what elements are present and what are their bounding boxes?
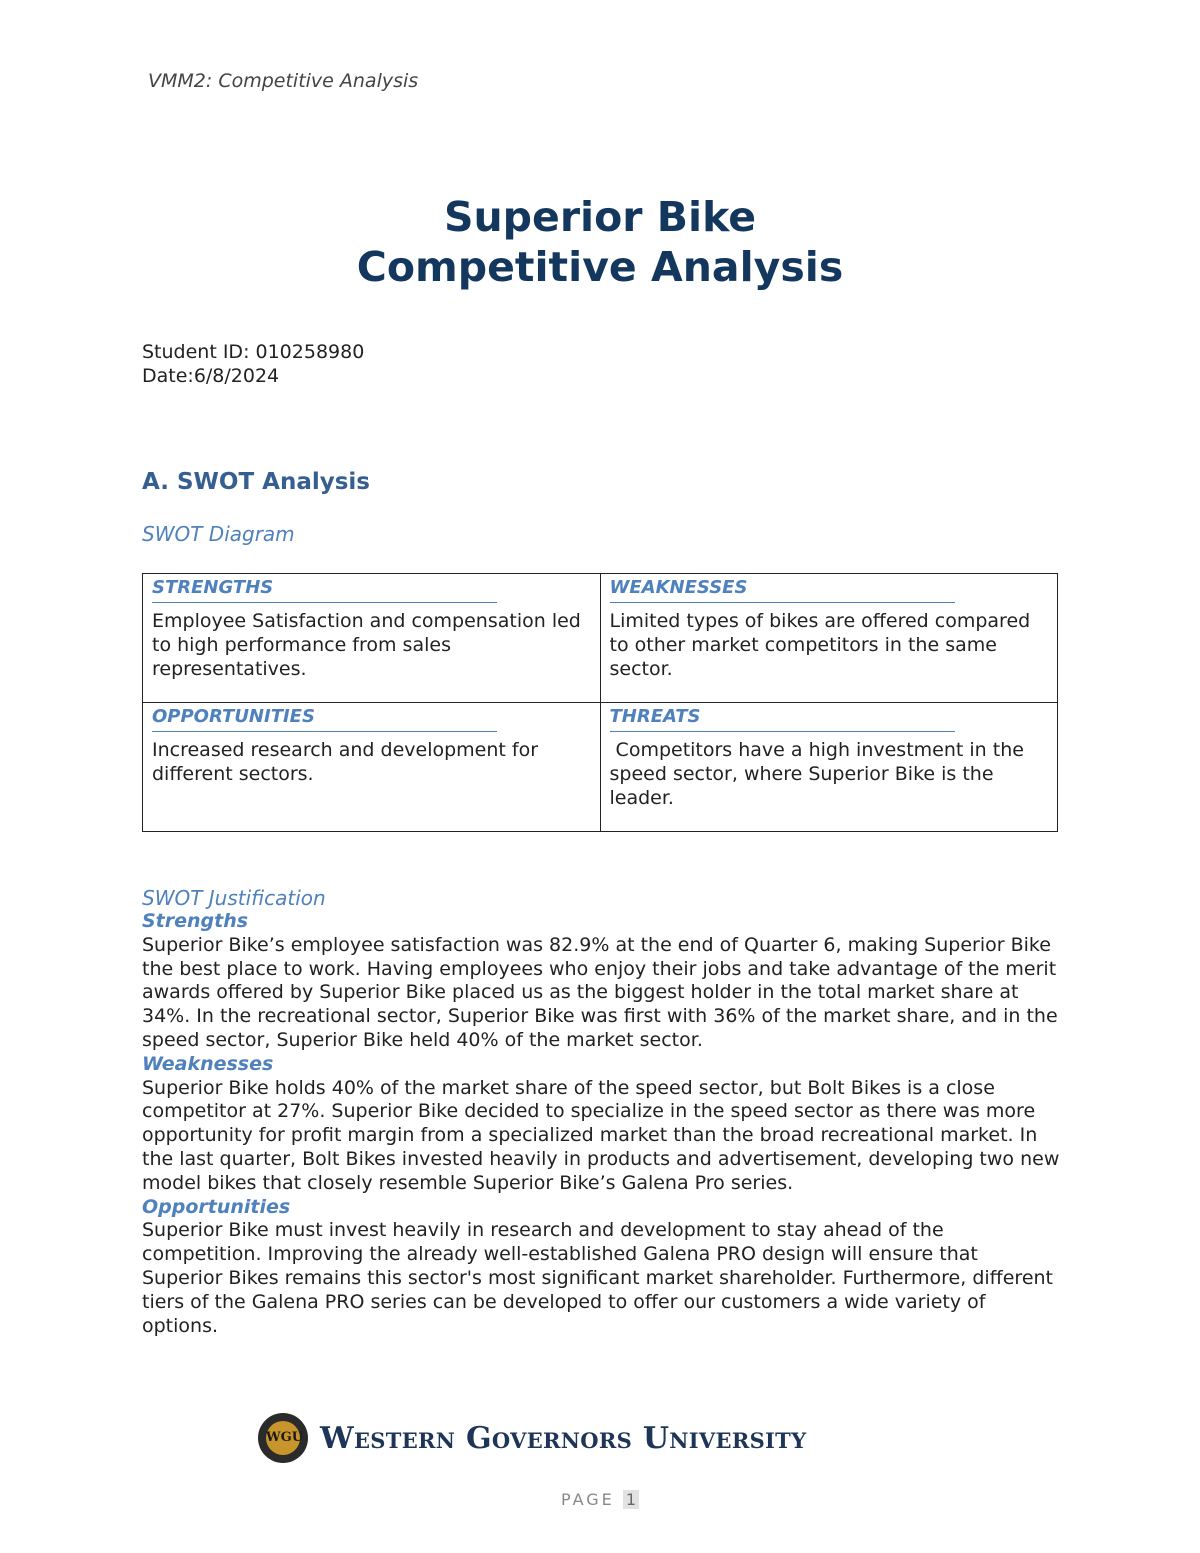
swot-threats-cell xyxy=(600,703,1058,832)
swot-opportunities-cell xyxy=(143,703,601,832)
justification-weaknesses-text: Superior Bike holds 40% of the market share of the speed sector, but Bolt Bikes is a close competitor at 27%. Superior Bike decided to specialize in the speed sector as there was more opportunity for profit margin from a specialized market than the broad recreational market. In the last quarter, Bolt Bikes invested heavily in products and advertisement, developing two new model bikes that closely resemble Superior Bike’s Galena Pro series. xyxy=(142,1076,1060,1194)
justification-weaknesses-label: Weaknesses xyxy=(142,1052,274,1075)
wgu-wordmark: Western Governors University xyxy=(320,1420,807,1456)
justification-strengths-label: Strengths xyxy=(142,910,249,932)
swot-threats-title: THREATS xyxy=(610,705,955,732)
justification-strengths-text: Superior Bike’s employee satisfaction was 82.9% at the end of Quarter 6, making Superior Bike the best place to work. Having employees who enjoy their jobs and take advantage of the merit awards offered by Superior Bike placed us as the biggest holder in the total market share at 34%. In the recreational sector, Superior Bike was first with 36% of the market share, and in the speed sector, Superior Bike held 40% of the market sector. xyxy=(142,933,1058,1051)
document-date: Date:6/8/2024 xyxy=(142,365,280,387)
document-meta xyxy=(142,340,364,388)
swot-justification xyxy=(142,910,1062,1338)
swot-justification-label: SWOT Justification xyxy=(142,886,326,910)
swot-weaknesses-cell xyxy=(600,574,1058,703)
swot-threats-text: Competitors have a high investment in the speed sector, where Superior Bike is the leader. xyxy=(609,739,1030,809)
document-title xyxy=(0,192,1200,292)
wgu-logo xyxy=(258,1413,806,1463)
running-header: VMM2: Competitive Analysis xyxy=(148,70,419,92)
student-id: Student ID: 010258980 xyxy=(142,341,365,363)
wgu-seal-icon xyxy=(258,1413,308,1463)
swot-opportunities-text: Increased research and development for different sectors. xyxy=(152,739,539,785)
swot-diagram-label: SWOT Diagram xyxy=(142,522,295,546)
section-heading-swot: A. SWOT Analysis xyxy=(142,469,370,495)
swot-weaknesses-title: WEAKNESSES xyxy=(610,576,955,603)
page-footer xyxy=(0,1490,1200,1509)
page-label: PAGE xyxy=(560,1490,615,1509)
swot-opportunities-title: OPPORTUNITIES xyxy=(152,705,497,732)
wgu-seal-text: WGU xyxy=(266,1421,300,1455)
swot-weaknesses-text: Limited types of bikes are offered compared to other market competitors in the same sector. xyxy=(609,610,1031,680)
swot-table xyxy=(142,573,1058,832)
justification-opportunities-label: Opportunities xyxy=(142,1195,291,1218)
justification-opportunities-text: Superior Bike must invest heavily in research and development to stay ahead of the competition. Improving the already well-established Galena PRO design will ensure that Superior Bikes remains this sector's most significant market shareholder. Furthermore, different tiers of the Galena PRO series can be developed to offer our customers a wide variety of options. xyxy=(142,1219,1054,1337)
swot-strengths-title: STRENGTHS xyxy=(152,576,497,603)
title-line-2: Competitive Analysis xyxy=(356,243,844,291)
swot-strengths-text: Employee Satisfaction and compensation led to high performance from sales representatives. xyxy=(152,610,581,680)
swot-strengths-cell xyxy=(143,574,601,703)
title-line-1: Superior Bike xyxy=(443,193,757,241)
page-number: 1 xyxy=(623,1490,639,1509)
